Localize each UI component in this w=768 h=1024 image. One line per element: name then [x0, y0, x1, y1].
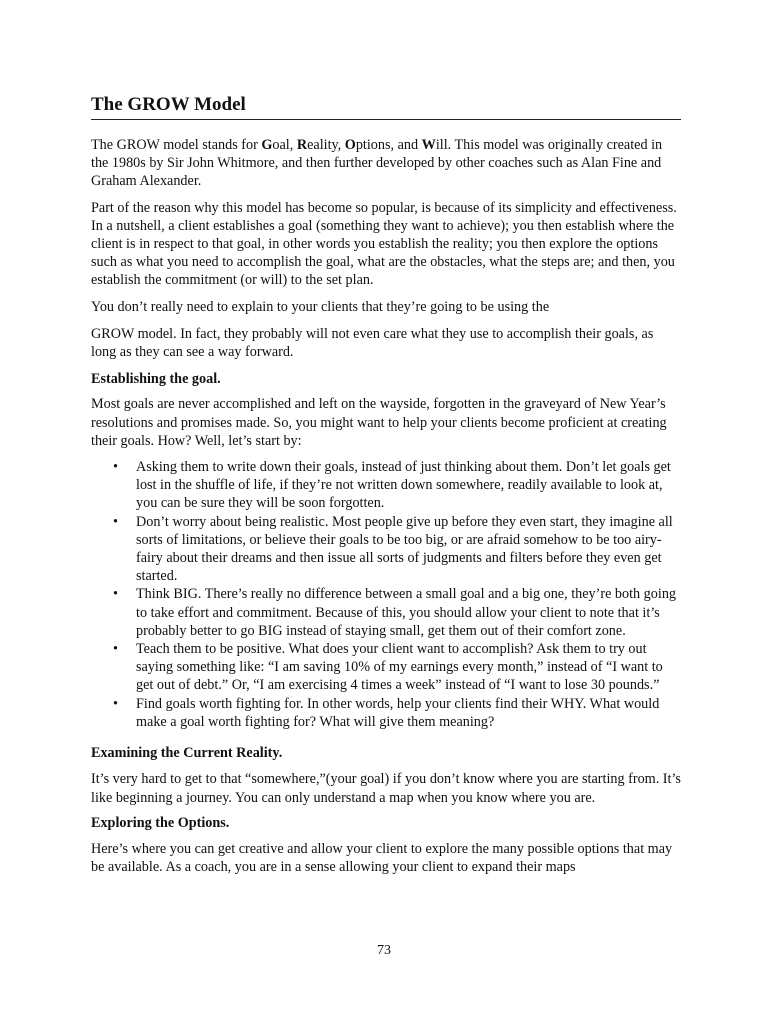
bullet-icon: • — [113, 695, 118, 712]
options-paragraph: Here’s where you can get creative and allow your client to explore the many possible options that may be available. As a coach, you are in a sense allowing your client to expand their maps — [91, 840, 673, 876]
list-item — [91, 695, 681, 731]
reality-paragraph: It’s very hard to get to that “somewhere,”(your goal) if you don’t know where you are starting from. It’s like beginning a journey. You can only understand a map when you know where you are. — [91, 771, 681, 806]
goal-paragraph: Most goals are never accomplished and left on the wayside, forgotten in the graveyard of New Year’s resolutions and promises made. So, you might want to help your clients become proficient at creating their goals. How? Well, let’s start by: — [91, 396, 667, 449]
goal-bullet-list — [91, 458, 681, 731]
intro-initial: W — [421, 137, 436, 153]
document-page — [91, 94, 681, 876]
options-heading: Exploring the Options. — [91, 814, 230, 831]
reality-heading: Examining the Current Reality. — [91, 745, 283, 762]
intro-text: The GROW model stands for — [91, 137, 262, 153]
list-item-text: Think BIG. There’s really no difference between a small goal and a big one, they’re both going to take effort and commitment. Because of this, you should allow your client to note that it’s probably better to go BIG instead of staying small, get them out of their comfort zone. — [136, 586, 677, 639]
list-item-text: Find goals worth fighting for. In other words, help your clients find their WHY. What would make a goal worth fighting for? What will give them meaning? — [136, 695, 660, 730]
list-item-text: Asking them to write down their goals, instead of just thinking about them. Don’t let goals get lost in the shuffle of life, if they’re not written down somewhere, readily available to look at, you can be sure they will be soon forgotten. — [136, 459, 671, 512]
intro-text: ptions, and — [355, 137, 422, 153]
list-item — [91, 513, 681, 586]
list-item-text: Don’t worry about being realistic. Most people give up before they even start, they imagine all sorts of limitations, or believe their goals to be too big, or are afraid somehow to be too airy-fairy about their dreams and then issue all sorts of judgments and filters before they even get started. — [136, 513, 673, 585]
bullet-icon: • — [113, 586, 118, 603]
list-item — [91, 585, 681, 640]
popularity-paragraph: Part of the reason why this model has become so popular, is because of its simplicity and effectiveness. In a nutshell, a client establishes a goal (something they want to achieve); you then establish where the client is in respect to that goal, in other words you establish the reality; you then explore the options such as what you need to accomplish the goal, what are the obstacles, what the steps are; and then, you establish the commitment (or will) to the set plan. — [91, 199, 677, 289]
intro-text: oal, — [272, 137, 297, 153]
bullet-icon: • — [113, 459, 118, 476]
intro-initial: O — [344, 137, 356, 153]
goal-heading: Establishing the goal. — [91, 371, 221, 388]
explain-paragraph: You don’t really need to explain to your clients that they’re going to be using the — [91, 298, 550, 315]
list-item — [91, 458, 681, 513]
document-title: The GROW Model — [91, 94, 681, 120]
bullet-icon: • — [113, 513, 118, 530]
list-item — [91, 640, 681, 695]
page-number: 73 — [377, 943, 391, 958]
intro-initial: R — [296, 137, 308, 153]
intro-initial: G — [261, 137, 273, 153]
intro-paragraph — [91, 136, 681, 191]
grow-paragraph: GROW model. In fact, they probably will not even care what they use to accomplish their goals, as long as they can see a way forward. — [91, 325, 654, 361]
intro-text: eality, — [307, 137, 345, 153]
bullet-icon: • — [113, 641, 118, 658]
list-item-text: Teach them to be positive. What does your client want to accomplish? Ask them to try out saying something like: “I am saving 10% of my earnings every month,” instead of “I want to get out of debt.” Or, “I am exercising 4 times a week” instead of “I want to lose 30 pounds.” — [136, 641, 663, 694]
intro-text: ill. This model was originally created in the 1980s by Sir John Whitmore, and then further developed by other coaches such as Alan Fine and Graham Alexander. — [91, 137, 663, 190]
